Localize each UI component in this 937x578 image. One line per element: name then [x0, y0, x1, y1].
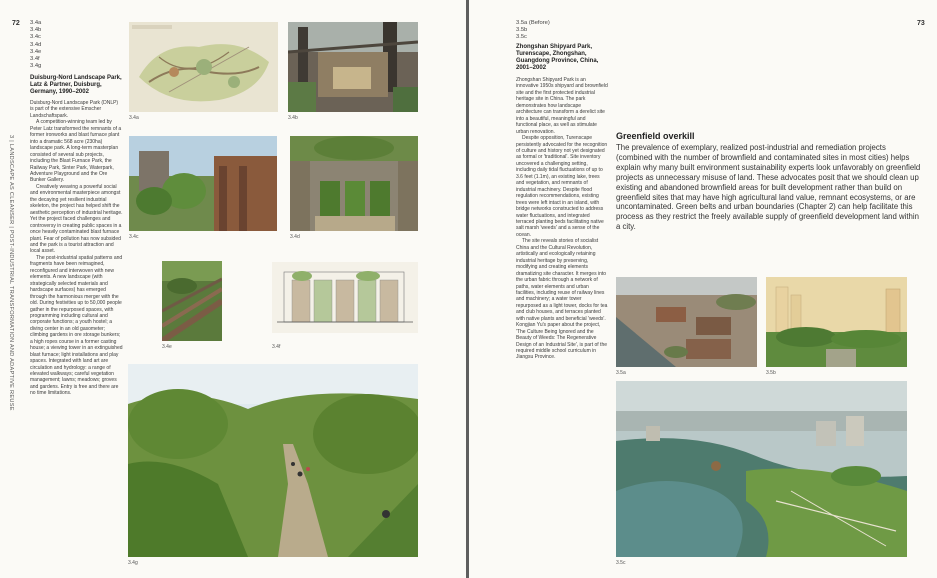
figure-ref: 3.5b: [516, 27, 528, 34]
case-study-heading-left: Duisburg-Nord Landscape Park, Latz & Partner, Duisburg, Germany, 1990–2002: [30, 75, 122, 95]
caption: 3.5a: [616, 370, 626, 376]
greenfield-heading: Greenfield overkill: [616, 131, 695, 141]
photo-3-4b-ore-bunkers: [288, 22, 418, 112]
paragraph: A competition-winning team led by Peter Latz transformed the remnants of a former ironworks and blast furnace plant into a dramatic 568 acre (230ha) landscape park. A long-term masterplan consisted of several sub projects, including the Blast Furnace Park, the Railway Park, Sinter Park, Waterpark, Adventure Playground and the Ore Bunker Gallery.: [30, 119, 122, 184]
figure-ref: 3.4b: [30, 27, 42, 34]
photo-3-5b-park-towers: [766, 277, 907, 367]
caption: 3.4c: [129, 234, 139, 240]
caption: 3.4a: [129, 115, 139, 121]
figure-ref: 3.4g: [30, 63, 42, 70]
photo-3-4c-bunker-garden: [129, 136, 277, 231]
caption: 3.4b: [288, 115, 298, 121]
figure-ref: 3.4e: [30, 48, 42, 55]
caption: 3.5c: [616, 560, 626, 566]
caption: 3.4e: [162, 344, 172, 350]
photo-3-4e-railway-park: [162, 261, 222, 341]
chapter-side-title: 3 | LANDSCAPE AS CLEANSER | POST-INDUSTRIAL TRANSFORMATION AND ADAPTIVE REUSE: [8, 135, 14, 411]
paragraph: Zhongshan Shipyard Park is an innovative 1950s shipyard and brownfield site and the first protected industrial heritage site in China. The park demonstrates how landscape architecture can transform a derelict site into a beautiful, meaningful and functional place, as well as stimulate urban renovation.: [516, 77, 608, 135]
figure-ref: 3.4d: [30, 41, 42, 48]
photo-3-5a-shipyard-before: [616, 277, 757, 367]
figure-ref: 3.4f: [30, 56, 40, 63]
page-number-left: 72: [12, 20, 20, 27]
paragraph: Duisburg-Nord Landscape Park (DNLP) is part of the extensive Emscher Landschaftspark.: [30, 100, 119, 119]
photo-3-4d-sunken-garden: [290, 136, 418, 231]
photo-3-4f-section-drawing: [272, 262, 418, 333]
caption: 3.4d: [290, 234, 300, 240]
photo-3-4a-masterplan: [129, 22, 278, 112]
figure-ref: 3.4c: [30, 34, 41, 41]
case-study-heading-right: Zhongshan Shipyard Park, Turenscape, Zhongshan, Guangdong Province, China, 2001–2002: [516, 44, 599, 71]
paragraph: Creatively weaving a powerful social and environmental masterpiece amongst the decaying yet resilient industrial skeleton, the project has helped shift the aesthetic perception of industrial heritage. Yet the project faced challenges and controversy in creating public spaces in a once heavily contaminated blast furnace plant. Fear of pollution has now subsided and the park is a tourist attraction and local asset.: [30, 183, 123, 255]
greenfield-body: The prevalence of exemplary, realized post-industrial and remediation projects (combined with the number of brownfield and contaminated sites in most cities) helps explain why many built environment sustainability experts look unfavorably on greenfield projects as unnecessary misuse of land. These advocates posit that we should clean up existing and abandoned brownfield areas for built development rather than build on greenfield sites that may have high agricultural land value, remnant ecosystems, or are uncontaminated. Green belts and urban boundaries (Chapter 2) can help facilitate this process as they restrict the freely available supply of greenfield development land within a city.: [616, 143, 921, 232]
photo-3-4g-cycle-path: [128, 364, 418, 557]
body-text-right: [516, 77, 608, 361]
figure-ref: 3.5a (Before): [516, 20, 550, 26]
photo-3-5c-aerial-view: [616, 381, 907, 557]
figure-list-right: [516, 20, 550, 42]
paragraph: The post-industrial spatial patterns and fragments have been reimagined, reconfigured and interwoven with new elements. A new landscape (with strategically selected materials and hardscape surfaces) has emerged through the harmonious merger with the old. During festivities up to 50,000 people gather in the repurposed spaces, with programming including cultural and corporate functions; a youth hostel; a diving center in an old gasometer; climbing gardens in ore storage bunkers; a high ropes course in a former casting house; a viewing tower in an extinguished blast furnace; light installations and play spaces. Integrated with land art are circulation and hydrology: a range of elevated walkways; careful vegetation management; lawns; meadows; groves and gardens. Entry is free and there are no time limitations.: [30, 254, 123, 397]
body-text-left: [30, 100, 123, 397]
figure-list-left: [30, 20, 41, 70]
figure-ref: 3.4a: [30, 20, 42, 26]
paragraph: The site reveals stories of socialist China and the Cultural Revolution, artistically and ecologically retaining industrial heritage by preserving, modifying and creating elements dramatizing site character. It merges into the urban fabric through a network of paths, water elements and urban facilities, including reuse of railway lines and machinery; a water tower repurposed as a light tower, docks for tea and club houses, and terraces planted with native plants and beneficial 'weeds'. Kongjian Yu's paper about the project, 'The Culture Being Ignored and the Beauty of Weeds: The Regenerative Design of an Industrial Site', is part of the required middle school curriculum in Jiangsu Province.: [516, 238, 608, 361]
caption: 3.5b: [766, 370, 776, 376]
caption: 3.4g: [128, 560, 138, 566]
page-number-right: 73: [917, 20, 925, 27]
figure-ref: 3.5c: [516, 34, 527, 41]
paragraph: Despite opposition, Turenscape persistently advocated for the recognition of culture and history not yet designated as formal or 'traditional'. Site inventory uncovered a challenging setting, including daily tidal fluctuations of up to 3.6 feet (1.1m), an existing lake, trees and vegetation, and remnants of industrial machinery. Despite flood regulation recommendations, existing trees were left intact in an island, with bridge networks constructed to address water fluctuations, and integrated terraced planting beds facilitating native salt marsh 'weeds' and a sense of the ocean.: [516, 135, 608, 238]
right-page: [469, 0, 937, 578]
left-page: [0, 0, 466, 578]
caption: 3.4f: [272, 344, 281, 350]
